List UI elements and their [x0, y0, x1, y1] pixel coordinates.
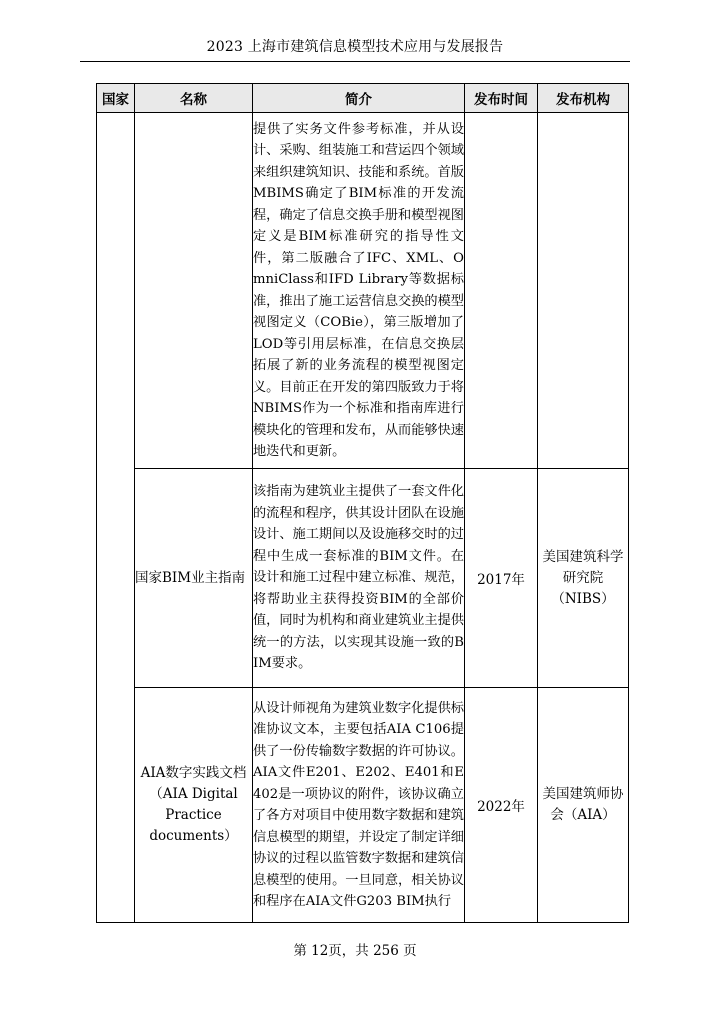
time-cell: [465, 113, 538, 469]
name-cell: [135, 113, 253, 469]
table-row: [97, 113, 629, 469]
column-header-time: 发布时间: [465, 84, 538, 113]
country-cell: [97, 113, 135, 923]
standards-table: [96, 83, 629, 923]
table-row: [97, 469, 629, 688]
time-cell: 2022年: [465, 688, 538, 923]
description-cell: 提供了实务文件参考标准，并从设计、采购、组装施工和营运四个领域来组织建筑知识、技能和系统。首版MBIMS确定了BIM标准的开发流程，确定了信息交换手册和模型视图定义是BIM标准研究的指导性文件，第二版融合了IFC、XML、OmniClass和IFD Library等数据标准，推出了施工运营信息交换的模型视图定义（COBie），第三版增加了LOD等引用层标准，在信息交换层拓展了新的业务流程的模型视图定义。目前正在开发的第四版致力于将NBIMS作为一个标准和指南库进行模块化的管理和发布，从而能够快速地迭代和更新。: [253, 113, 465, 469]
description-cell: 该指南为建筑业主提供了一套文件化的流程和程序，供其设计团队在设施设计、施工期间以及设施移交时的过程中生成一套标准的BIM文件。在设计和施工过程中建立标准、规范，将帮助业主获得投资BIM的全部价值，同时为机构和商业建筑业主提供统一的方法，以实现其设施一致的BIM要求。: [253, 469, 465, 688]
name-cell: 国家BIM业主指南: [135, 469, 253, 688]
org-cell: 美国建筑师协会（AIA）: [538, 688, 629, 923]
column-header-country: 国家: [97, 84, 135, 113]
description-cell: 从设计师视角为建筑业数字化提供标准协议文本，主要包括AIA C106提供了一份传输数字数据的许可协议。AIA文件E201、E202、E401和E402是一项协议的附件，该协议确立了各方对项目中使用数字数据和建筑信息模型的期望，并设定了制定详细协议的过程以监管数字数据和建筑信息模型的使用。一旦同意，相关协议和程序在AIA文件G203 BIM执行: [253, 688, 465, 923]
column-header-description: 简介: [253, 84, 465, 113]
column-header-org: 发布机构: [538, 84, 629, 113]
header-rule: [80, 61, 630, 62]
org-cell: 美国建筑科学研究院（NIBS）: [538, 469, 629, 688]
table-row: [97, 688, 629, 923]
page-number: 第 12页，共 256 页: [293, 943, 417, 959]
time-cell: 2017年: [465, 469, 538, 688]
name-cell: AIA数字实践文档（AIA Digital Practice documents）: [135, 688, 253, 923]
page-header-title: 2023 上海市建筑信息模型技术应用与发展报告: [206, 39, 504, 55]
table-header-row: [97, 84, 629, 113]
column-header-name: 名称: [135, 84, 253, 113]
org-cell: [538, 113, 629, 469]
